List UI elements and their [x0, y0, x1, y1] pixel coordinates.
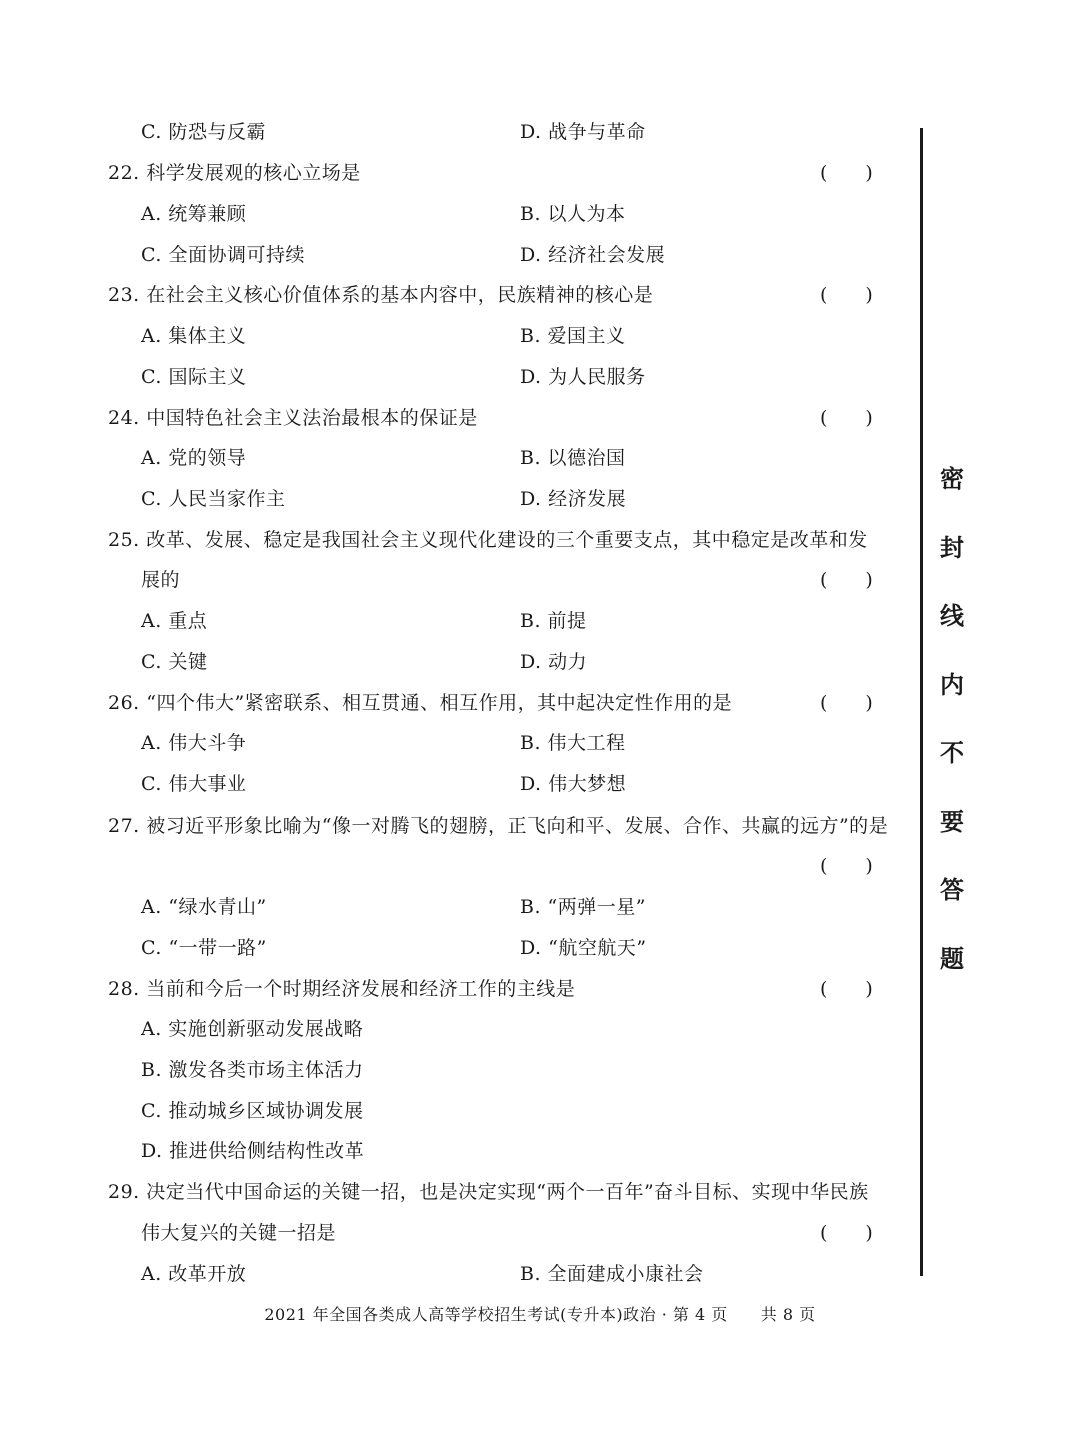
option-a: A. “绿水青山” [141, 896, 267, 918]
answer-paren: ( ) [820, 692, 873, 714]
option-c: C. 防恐与反霸 [141, 121, 266, 143]
answer-paren: ( ) [820, 407, 873, 429]
option-d: D. 为人民服务 [520, 366, 646, 388]
seal-char: 密 [940, 465, 964, 493]
footer-text: 2021 年全国各类成人高等学校招生考试(专升本)政治 · 第 4 页 共 8 页 [264, 1305, 816, 1324]
option-c: C. 人民当家作主 [141, 488, 286, 510]
question-stem-continued: 伟大复兴的关键一招是 [141, 1222, 337, 1244]
option-b: B. 伟大工程 [520, 732, 626, 754]
option-d: D. 经济社会发展 [520, 244, 666, 266]
seal-char: 内 [940, 670, 964, 699]
question-stem: 22. 科学发展观的核心立场是 [108, 162, 361, 184]
answer-paren: ( ) [820, 1222, 873, 1244]
option-d: D. 动力 [520, 651, 588, 673]
option-b: B. 以人为本 [520, 203, 626, 225]
seal-line [920, 128, 923, 1276]
answer-paren: ( ) [820, 162, 873, 184]
option-b: B. 以德治国 [520, 447, 626, 469]
option-b: B. 前提 [520, 610, 587, 632]
seal-char: 题 [940, 944, 964, 973]
page-footer [0, 1302, 1080, 1325]
option-d: D. “航空航天” [520, 937, 647, 959]
option-a: A. 统筹兼顾 [141, 203, 247, 225]
option-a: A. 实施创新驱动发展战略 [141, 1018, 364, 1040]
seal-char: 不 [940, 739, 964, 767]
option-d: D. 推进供给侧结构性改革 [141, 1140, 365, 1162]
answer-paren: ( ) [820, 284, 873, 306]
question-stem-continued: 展的 [141, 569, 181, 591]
option-c: C. 推动城乡区域协调发展 [141, 1100, 364, 1122]
option-a: A. 党的领导 [141, 447, 247, 469]
option-a: A. 集体主义 [141, 325, 247, 347]
option-c: C. 全面协调可持续 [141, 244, 305, 266]
seal-char: 线 [940, 602, 964, 630]
option-c: C. “一带一路” [141, 937, 267, 959]
seal-char: 封 [940, 533, 964, 562]
option-b: B. “两弹一星” [520, 896, 646, 918]
seal-char: 要 [940, 807, 964, 836]
answer-paren: ( ) [820, 569, 873, 591]
option-b: B. 全面建成小康社会 [520, 1263, 704, 1285]
question-stem: 26. “四个伟大”紧密联系、相互贯通、相互作用，其中起决定性作用的是 [108, 692, 733, 714]
seal-notice [932, 445, 972, 993]
question-stem: 28. 当前和今后一个时期经济发展和经济工作的主线是 [108, 978, 576, 1000]
option-d: D. 经济发展 [520, 488, 627, 510]
option-c: C. 关键 [141, 651, 208, 673]
question-stem: 27. 被习近平形象比喻为“像一对腾飞的翅膀，正飞向和平、发展、合作、共赢的远方”的是 [108, 815, 889, 837]
answer-paren: ( ) [820, 855, 873, 877]
option-d: D. 伟大梦想 [520, 773, 627, 795]
option-c: C. 伟大事业 [141, 773, 247, 795]
option-d: D. 战争与革命 [520, 121, 646, 143]
question-stem: 24. 中国特色社会主义法治最根本的保证是 [108, 407, 478, 429]
option-b: B. 激发各类市场主体活力 [141, 1059, 364, 1081]
seal-char: 答 [940, 876, 964, 904]
option-c: C. 国际主义 [141, 366, 247, 388]
option-b: B. 爱国主义 [520, 325, 626, 347]
option-a: A. 伟大斗争 [141, 732, 247, 754]
question-stem: 23. 在社会主义核心价值体系的基本内容中，民族精神的核心是 [108, 284, 654, 306]
option-a: A. 改革开放 [141, 1263, 247, 1285]
question-stem: 25. 改革、发展、稳定是我国社会主义现代化建设的三个重要支点，其中稳定是改革和发 [108, 529, 868, 551]
option-a: A. 重点 [141, 610, 208, 632]
question-stem: 29. 决定当代中国命运的关键一招，也是决定实现“两个一百年”奋斗目标、实现中华民族 [108, 1181, 869, 1203]
answer-paren: ( ) [820, 978, 873, 1000]
